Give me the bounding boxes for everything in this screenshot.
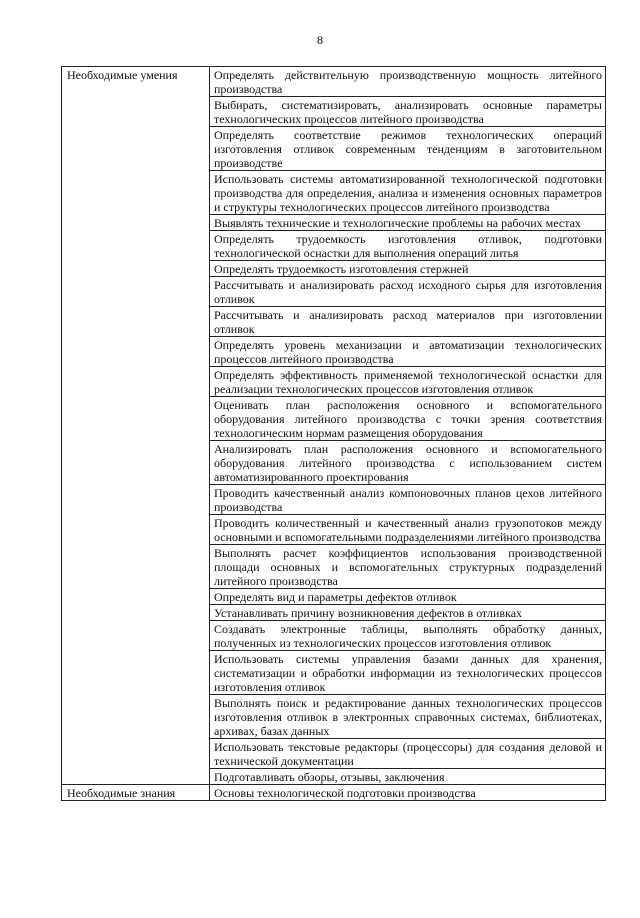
skill-row: [62, 739, 606, 769]
section-label-continuation: [62, 367, 210, 397]
skill-item: Использовать системы управления базами данных для хранения, систематизации и обработки информации из технологических процессов изготовления отливок: [210, 651, 606, 695]
skill-item: Рассчитывать и анализировать расход исходного сырья для изготовления отливок: [210, 277, 606, 307]
section-label-continuation: [62, 171, 210, 215]
section-label-continuation: [62, 545, 210, 589]
skill-item: Устанавливать причину возникновения дефектов в отливках: [210, 605, 606, 621]
section-label-continuation: [62, 127, 210, 171]
skill-item: Определять действительную производственную мощность литейного производства: [210, 67, 606, 97]
section-label-continuation: [62, 769, 210, 785]
section-label: Необходимые знания: [62, 785, 210, 801]
skill-item: Определять трудоемкость изготовления стержней: [210, 261, 606, 277]
section-label-continuation: [62, 231, 210, 261]
page-number: 8: [317, 33, 323, 47]
section-label-continuation: [62, 695, 210, 739]
section-label-continuation: [62, 337, 210, 367]
section-label-continuation: [62, 485, 210, 515]
skill-row: [62, 367, 606, 397]
skill-item: Использовать текстовые редакторы (процессоры) для создания деловой и технической документации: [210, 739, 606, 769]
requirements-table: [61, 66, 606, 801]
skill-item: Оценивать план расположения основного и вспомогательного оборудования литейного производства с точки зрения соответствия технологическим нормам размещения оборудования: [210, 397, 606, 441]
skill-row: [62, 171, 606, 215]
knowledge-row: [62, 785, 606, 801]
skill-item: Определять трудоемкость изготовления отливок, подготовки технологической оснастки для выполнения операций литья: [210, 231, 606, 261]
section-label-continuation: [62, 261, 210, 277]
skill-row: [62, 545, 606, 589]
section-label-continuation: [62, 651, 210, 695]
skill-item: Использовать системы автоматизированной технологической подготовки производства для определения, анализа и изменения основных параметров и структуры технологических процессов литейного производства: [210, 171, 606, 215]
skill-row: [62, 651, 606, 695]
skill-row: [62, 621, 606, 651]
skill-row: [62, 589, 606, 605]
section-label-continuation: [62, 605, 210, 621]
skill-item: Определять вид и параметры дефектов отливок: [210, 589, 606, 605]
section-label-continuation: [62, 589, 210, 605]
skill-row: [62, 769, 606, 785]
skill-item: Анализировать план расположения основного и вспомогательного оборудования литейного производства с использованием систем автоматизированного проектирования: [210, 441, 606, 485]
skill-item: Рассчитывать и анализировать расход материалов при изготовлении отливок: [210, 307, 606, 337]
skill-item: Выбирать, систематизировать, анализировать основные параметры технологических процессов литейного производства: [210, 97, 606, 127]
section-label-continuation: [62, 277, 210, 307]
section-label-continuation: [62, 621, 210, 651]
skill-row: [62, 127, 606, 171]
skill-row: [62, 277, 606, 307]
skill-row: [62, 397, 606, 441]
section-label-continuation: [62, 739, 210, 769]
skill-row: [62, 515, 606, 545]
skill-row: [62, 261, 606, 277]
skill-item: Подготавливать обзоры, отзывы, заключения: [210, 769, 606, 785]
skill-row: [62, 485, 606, 515]
skill-item: Выявлять технические и технологические проблемы на рабочих местах: [210, 215, 606, 231]
skill-row: [62, 307, 606, 337]
section-label: Необходимые умения: [62, 67, 210, 97]
skill-row: [62, 441, 606, 485]
section-label-continuation: [62, 215, 210, 231]
skill-item: Определять эффективность применяемой технологической оснастки для реализации технологических процессов изготовления отливок: [210, 367, 606, 397]
section-label-continuation: [62, 97, 210, 127]
section-label-continuation: [62, 515, 210, 545]
skill-item: Создавать электронные таблицы, выполнять обработку данных, полученных из технологических процессов изготовления отливок: [210, 621, 606, 651]
section-label-continuation: [62, 441, 210, 485]
skill-row: [62, 215, 606, 231]
skill-row: [62, 337, 606, 367]
skill-row: [62, 97, 606, 127]
section-label-continuation: [62, 307, 210, 337]
skill-row: [62, 67, 606, 97]
skill-row: [62, 231, 606, 261]
skill-item: Выполнять расчет коэффициентов использования производственной площади основных и вспомогательных структурных подразделений литейного производства: [210, 545, 606, 589]
section-label-continuation: [62, 397, 210, 441]
skill-item: Выполнять поиск и редактирование данных технологических процессов изготовления отливок в электронных справочных системах, библиотеках, архивах, базах данных: [210, 695, 606, 739]
skill-item: Определять соответствие режимов технологических операций изготовления отливок современным тенденциям в заготовительном производстве: [210, 127, 606, 171]
skill-item: Определять уровень механизации и автоматизации технологических процессов литейного производства: [210, 337, 606, 367]
skill-row: [62, 605, 606, 621]
skill-item: Проводить количественный и качественный анализ грузопотоков между основными и вспомогательными подразделениями литейного производства: [210, 515, 606, 545]
skill-row: [62, 695, 606, 739]
knowledge-item: Основы технологической подготовки производства: [210, 785, 606, 801]
skill-item: Проводить качественный анализ компоновочных планов цехов литейного производства: [210, 485, 606, 515]
